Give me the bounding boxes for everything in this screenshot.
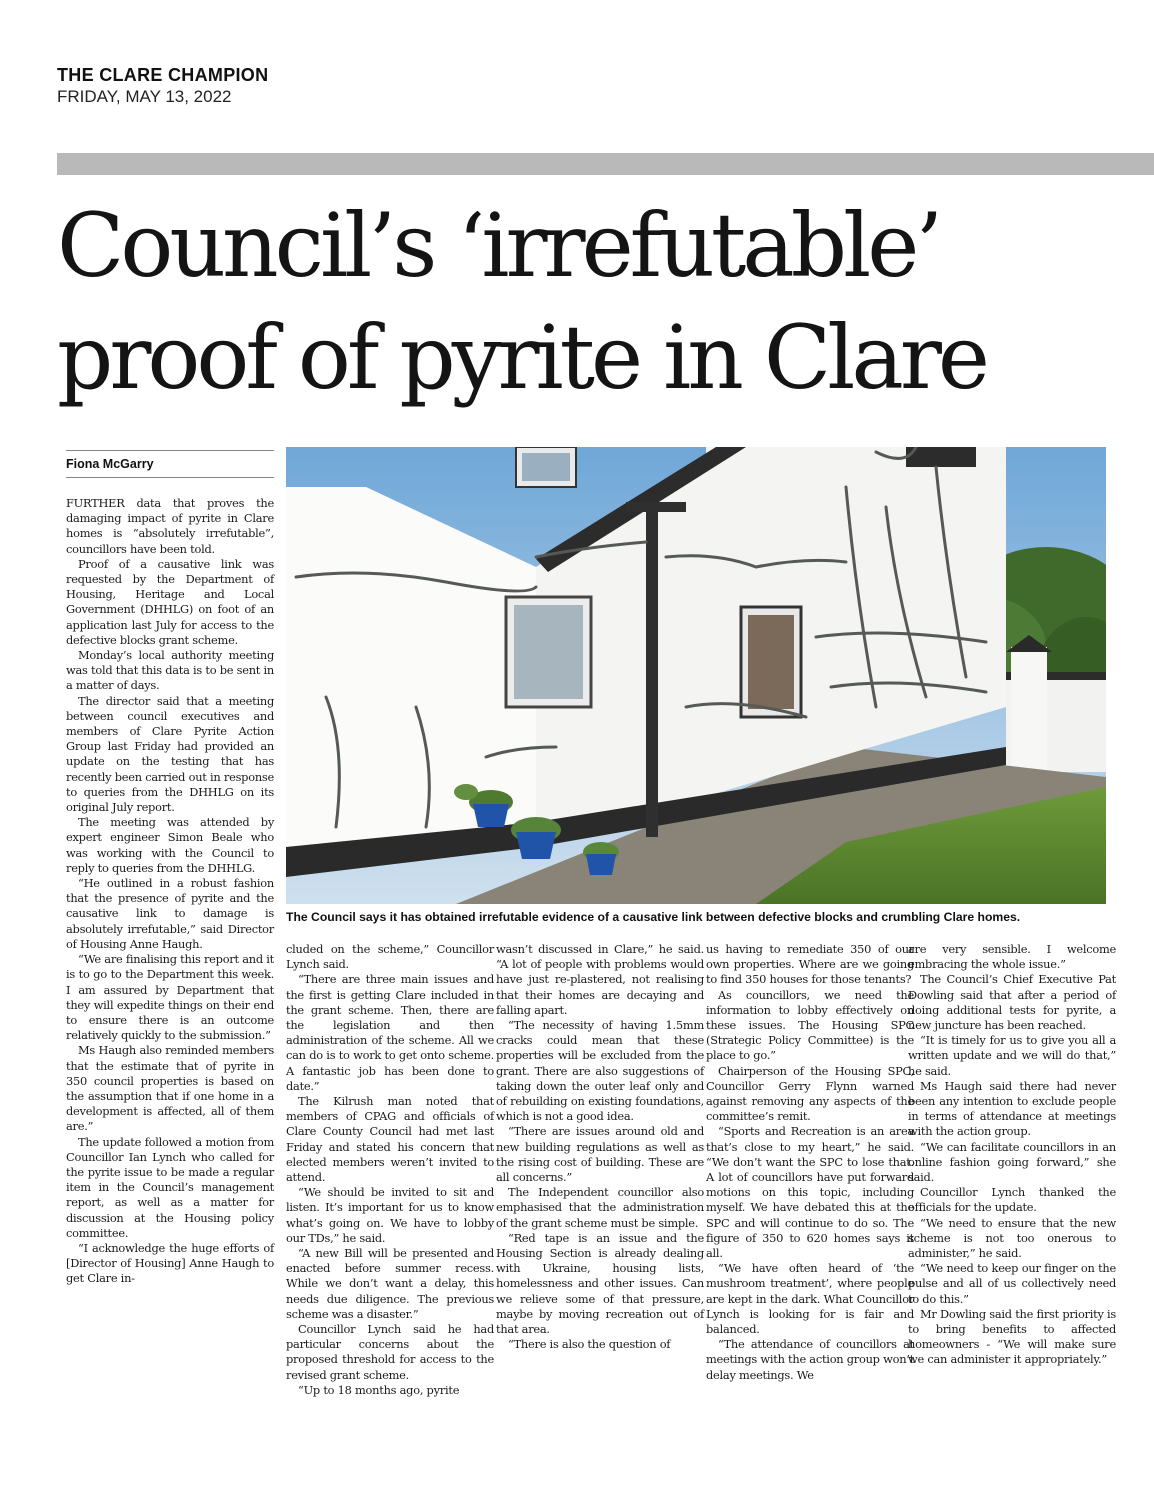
article-paragraph: “There are three main issues and the first is getting Clare included in the grant scheme. Then, there are the legislation and then administration of the scheme. All we can do is to work to get onto scheme. A fantastic job has been done to date.” [286, 972, 494, 1093]
article-column-5 [908, 942, 1116, 1368]
article-paragraph: FURTHER data that proves the damaging impact of pyrite in Clare homes is “absolutely irrefutable”, councillors have been told. [66, 496, 274, 556]
article-paragraph: Ms Haugh also reminded members that the estimate that of pyrite in 350 council properties is based on the assumption that if one home in a development is affected, all of them are.” [66, 1043, 274, 1134]
article-column-2 [286, 942, 494, 1398]
byline: Fiona McGarry [66, 457, 154, 471]
article-paragraph: “There are issues around old and new building regulations as well as the rising cost of building. These are all concerns.” [496, 1124, 704, 1185]
house-with-cracks-photo [286, 447, 1106, 904]
article-paragraph: Ms Haugh said there had never been any intention to exclude people in terms of attendance at meetings with the action group. [908, 1078, 1116, 1139]
article-paragraph: “Sports and Recreation is an area that’s close to my heart,” he said. “We don’t want the SPC to lose that. A lot of councillors have put forward motions on this topic, including myself. We have debated this at the SPC and will continue to do so. The figure of 350 to 620 homes says it all. [706, 1124, 914, 1261]
article-paragraph: “A new Bill will be presented and enacted before summer recess. While we don’t want a delay, this needs due diligence. The previous scheme was a disaster.” [286, 1246, 494, 1321]
issue-date: FRIDAY, MAY 13, 2022 [57, 87, 232, 106]
article-paragraph: Mr Dowling said the first priority is to bring benefits to affected homeowners - “We will make sure we can administer it appropriately.” [908, 1306, 1117, 1367]
byline-bottom-rule [66, 477, 274, 478]
headline [57, 190, 1117, 414]
masthead [57, 64, 268, 107]
article-paragraph: wasn’t discussed in Clare,” he said. “A lot of people with problems would have just re-plastered, not realising that their homes are decaying and falling apart. [496, 942, 704, 1017]
article-paragraph: “We can facilitate councillors in an online fashion going forward,” she said. [908, 1139, 1116, 1185]
byline-top-rule [66, 450, 274, 451]
article-paragraph: “There is also the question of [508, 1337, 671, 1352]
article-paragraph: Councillor Lynch said he had particular concerns about the proposed threshold for access to the revised grant scheme. [286, 1322, 494, 1382]
article-paragraph: “He outlined in a robust fashion that the presence of pyrite and the causative link to damage is absolutely irrefutable,” said Director of Housing Anne Haugh. [66, 876, 274, 951]
article-paragraph: Proof of a causative link was requested by the Department of Housing, Heritage and Local Government (DHHLG) on foot of an application last July for access to the defective blocks grant scheme. [66, 556, 274, 647]
article-paragraph: “We need to ensure that the new scheme is not too onerous to administer,” he said. [908, 1215, 1116, 1261]
photo-illustration [286, 447, 1106, 904]
paper-name: THE CLARE CHAMPION [57, 65, 269, 85]
section-rule-bar [57, 153, 1154, 175]
article-paragraph: “It is timely for us to give you all a written update and we will do that,” he said. [908, 1033, 1116, 1078]
article-paragraph: “The attendance of councillors at meetings with the action group won’t delay meetings. We [706, 1337, 914, 1382]
article-column-1 [66, 496, 274, 1287]
article-paragraph: “The necessity of having 1.5mm cracks could mean that these properties will be excluded from the grant. There are also suggestions of taking down the outer leaf only and of rebuilding on existing foundations, which is not a good idea. [496, 1018, 704, 1124]
article-paragraph: The Kilrush man noted that members of CPAG and officials of Clare County Council had met last Friday and stated his concern that elected members weren’t invited to attend. [286, 1094, 494, 1185]
article-paragraph: cluded on the scheme,” Councillor Lynch said. [286, 942, 494, 972]
article-paragraph: “I acknowledge the huge efforts of [Director of Housing] Anne Haugh to get Clare in- [66, 1240, 274, 1286]
headline-line-1: Council’s ‘irrefutable’ [57, 194, 940, 297]
article-paragraph: “Red tape is an issue and the Housing Section is already dealing with Ukraine, housing lists, homelessness and other issues. Can we relieve some of that pressure, maybe by moving recreation out of that area. [496, 1230, 704, 1337]
article-column-3 [496, 942, 704, 1352]
article-paragraph: us having to remediate 350 of our own properties. Where are we going to find 350 houses for those tenants? [706, 942, 914, 987]
article-paragraph: “We are finalising this report and it is to go to the Department this week. I am assured by Department that they will expedite things on their end to ensure there is an outcome relatively quickly to the submission.” [66, 952, 274, 1043]
article-paragraph: The Council’s Chief Executive Pat Dowling said that after a period of doing additional tests for pyrite, a new juncture has been reached. [908, 972, 1116, 1033]
article-paragraph: Monday’s local authority meeting was told that this data is to be sent in a matter of days. [66, 648, 274, 693]
article-paragraph: The Independent councillor also emphasised that the administration of the grant scheme must be simple. [496, 1185, 704, 1230]
article-paragraph: “We need to keep our finger on the pulse and all of us collectively need to do this.” [908, 1261, 1116, 1306]
article-paragraph: “We have often heard of ‘the mushroom treatment’, where people are kept in the dark. What Councillor Lynch is looking for is fair and balanced. [706, 1261, 914, 1337]
article-column-4 [706, 942, 914, 1383]
headline-line-2: proof of pyrite in Clare [57, 306, 986, 409]
article-paragraph: “Up to 18 months ago, pyrite [298, 1382, 460, 1397]
article-paragraph: The director said that a meeting between council executives and members of Clare Pyrite Action Group last Friday had provided an update on the testing that has recently been carried out in response to queries from the DHHLG on its original July report. [66, 693, 274, 815]
article-paragraph: “We should be invited to sit and listen. It’s important for us to know what’s going on. We have to lobby our TDs,” he said. [286, 1185, 494, 1245]
article-paragraph: Councillor Lynch thanked the officials for the update. [908, 1185, 1116, 1215]
article-paragraph: The meeting was attended by expert engineer Simon Beale who was working with the Council to reply to queries from the DHHLG. [66, 815, 274, 875]
article-paragraph: The update followed a motion from Councillor Ian Lynch who called for the pyrite issue to be made a regular item in the Council’s management report, as well as a matter for discussion at the Housing policy committee. [66, 1134, 274, 1240]
article-paragraph: are very sensible. I welcome embracing the whole issue.” [908, 942, 1116, 972]
article-paragraph: Chairperson of the Housing SPC, Councillor Gerry Flynn warned against removing any aspects of the committee’s remit. [706, 1063, 914, 1124]
photo-caption: The Council says it has obtained irrefutable evidence of a causative link between defective blocks and crumbling Clare homes. [286, 910, 1021, 924]
article-paragraph: As councillors, we need the information to lobby effectively on these issues. The Housing SPC (Strategic Policy Committee) is the place to go.” [706, 987, 914, 1063]
